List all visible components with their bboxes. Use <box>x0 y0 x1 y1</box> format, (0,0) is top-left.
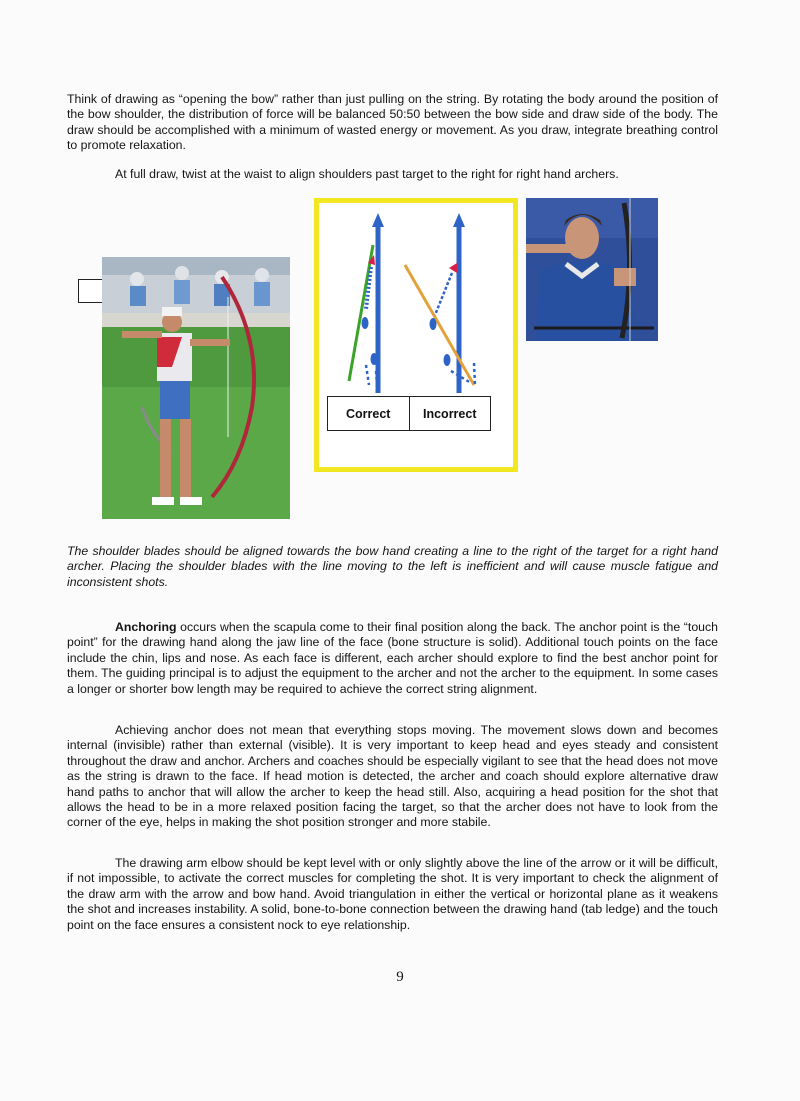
diagram-caption: The shoulder blades should be aligned towards the bow hand creating a line to the right of the target for a right hand archer. Placing the shoulder blades with the line moving to the left is inefficient and will cause muscle fatigue and inconsistent shots. <box>67 544 718 589</box>
archer-full-draw-photo <box>102 257 290 519</box>
achieving-anchor-paragraph: Achieving anchor does not mean that everything stops moving. The movement slows down and becomes internal (invisible) rather than external (visible). It is very important to keep head and eyes steady and consistent throughout the draw and anchor. Archers and coaches should be especially vigilant to see that the head does not move as the string is drawn to the face. If head motion is detected, the archer and coach should explore alternative draw hand paths to anchor that will allow the archer to keep the head still. Also, acquiring a head position for the shot that allows the head to be in a more relaxed position facing the target, so that the archer does not have to look from the corner of the eye, helps in making the shot position stronger and more stabile. <box>67 723 718 830</box>
shoulder-alignment-diagram <box>314 198 518 472</box>
intro-paragraph: Think of drawing as “opening the bow” rather than just pulling on the string. By rotating the body around the position of the bow shoulder, the distribution of force will be balanced 50:50 between the bow side and draw side of the body. The draw should be accomplished with a minimum of wasted energy or movement. As you draw, integrate breathing control to promote relaxation. <box>67 92 718 153</box>
incorrect-label: Incorrect <box>409 397 491 430</box>
correct-label: Correct <box>346 406 391 421</box>
anchoring-term: Anchoring <box>115 620 177 634</box>
drawing-arm-paragraph: The drawing arm elbow should be kept level with or only slightly above the line of the arrow or it will be difficult, if not impossible, to activate the correct muscles for completing the shot. It is very important to check the alignment of the draw arm with the arrow and bow hand. Avoid triangulation in either the vertical or horizontal plane as it weakens the shot and increases instability. A solid, bone-to-bone connection between the drawing hand (tab ledge) and the touch point on the face ensures a consistent nock to eye relationship. <box>67 856 718 932</box>
full-draw-paragraph: At full draw, twist at the waist to align shoulders past target to the right for right hand archers. <box>115 167 619 181</box>
empty-checkbox-frame <box>78 279 103 303</box>
archer-closeup-photo <box>526 198 658 341</box>
incorrect-alignment-line <box>405 265 474 385</box>
page-number: 9 <box>396 969 404 985</box>
anchoring-paragraph <box>67 620 718 697</box>
correct-alignment-line <box>349 245 373 381</box>
correct-incorrect-label-table <box>327 396 491 431</box>
anchoring-text: occurs when the scapula come to their final position along the back. The anchor point is the “touch point” for the drawing hand along the jaw line of the face (bone structure is solid). Additional touch points on the face include the chin, lips and nose. As each face is different, each archer should explore to find the best anchor point for them. The guiding principal is to adjust the equipment to the archer and not the archer to the equipment. In some cases a longer or shorter bow length may be required to achieve the correct string alignment. <box>67 620 718 696</box>
